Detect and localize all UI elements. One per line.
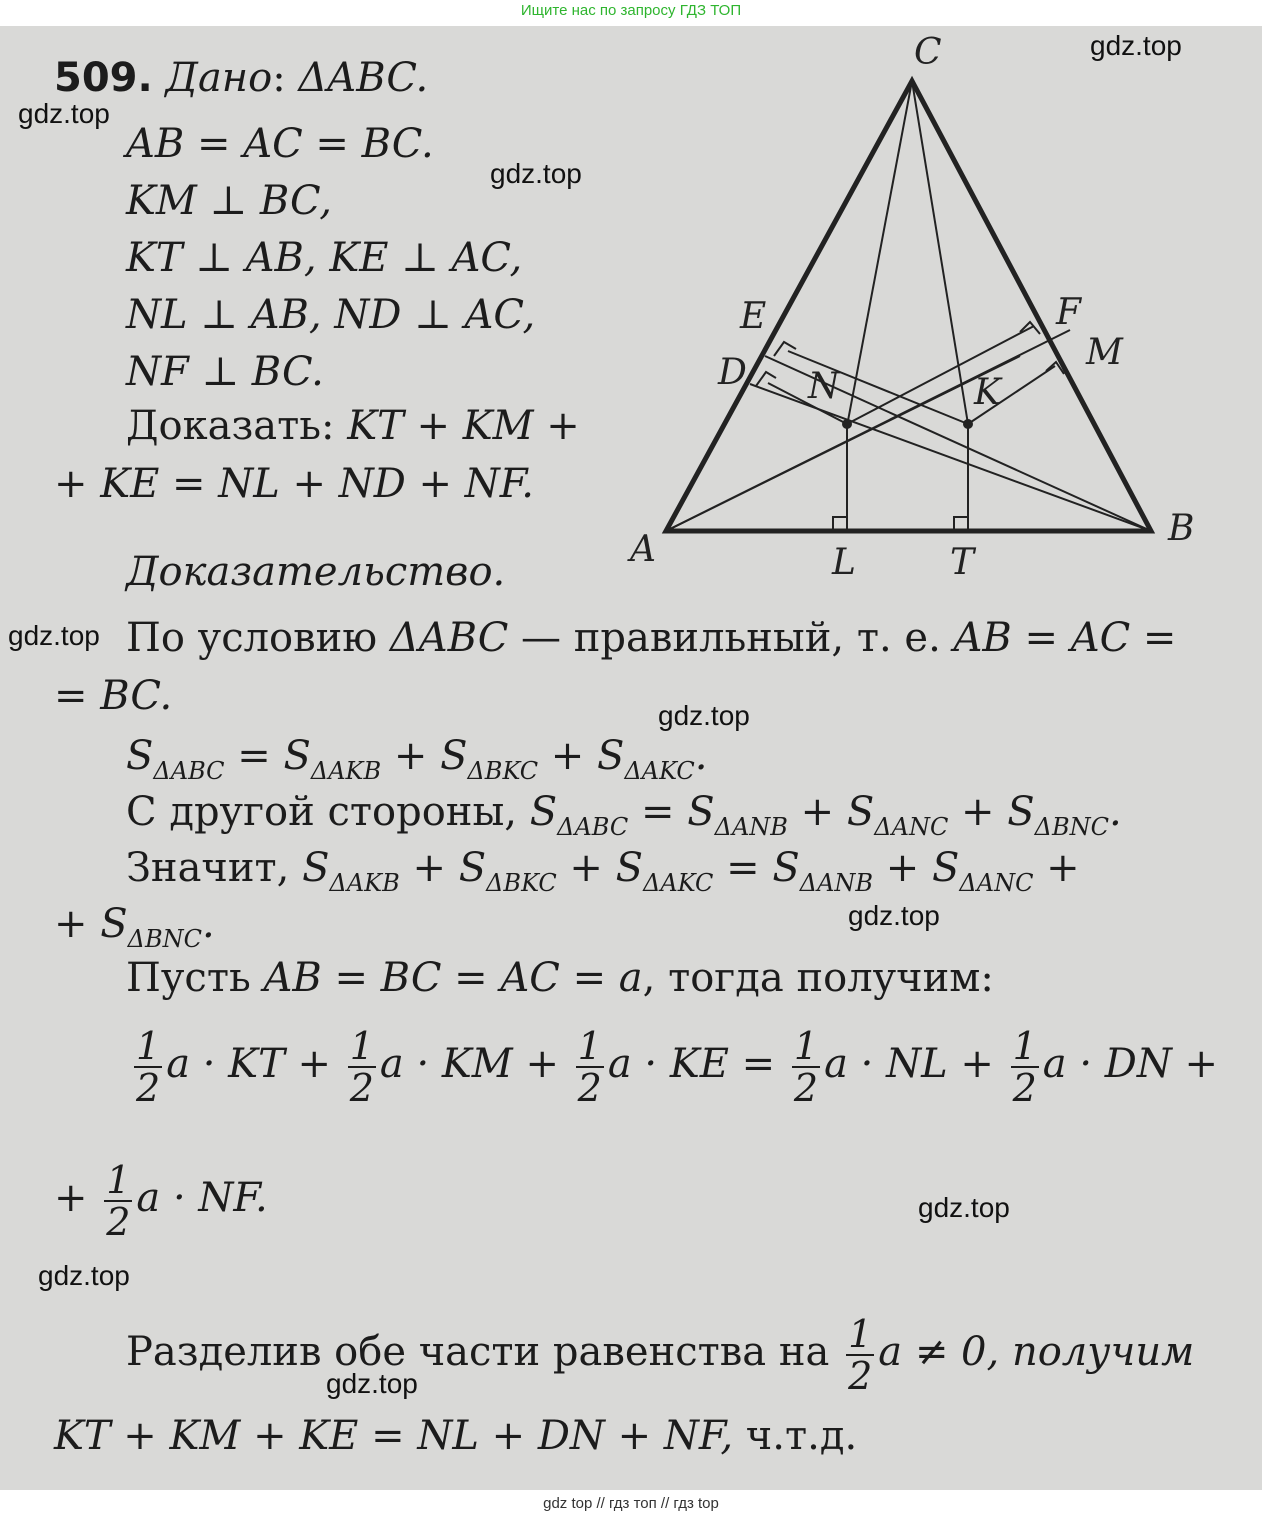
label-f: F	[1056, 292, 1081, 333]
label-k: K	[974, 372, 1001, 413]
problem-number: 509.	[54, 55, 153, 101]
triangle-figure	[600, 26, 1240, 606]
given-label: Дано	[165, 55, 273, 101]
proof-line-1-text: По условию	[126, 615, 390, 661]
divide-line: Разделив обе части равенства на $\frac{1}{2}$ a ≠ 0, получим	[126, 1312, 1195, 1398]
prove-line-2: + KE = NL + ND + NF.	[54, 461, 535, 507]
area-equality-line-2: + $S_{\Delta BNC}$.	[54, 901, 215, 953]
conclusion-line: KT + KM + KE = NL + DN + NF, ч.т.д.	[54, 1413, 858, 1459]
label-a: A	[630, 529, 656, 570]
top-banner: Ищите нас по запросу ГДЗ ТОП	[520, 2, 742, 19]
proof-line-1-triangle: ΔABC	[389, 615, 509, 661]
area-sum-akb-bkc-akc: $S_{\Delta ABC} = S_{\Delta AKB} + S_{\Delta BKC} + S_{\Delta AKC}$.	[126, 733, 708, 785]
label-t: T	[950, 542, 975, 583]
given-triangle: ΔABC.	[298, 55, 429, 101]
watermark: gdz.top	[490, 158, 582, 189]
area-sum-anb-anc-bnc: С другой стороны, $S_{\Delta ABC} = S_{\Delta ANB} + S_{\Delta ANC} + S_{\Delta BNC}$.	[126, 789, 1122, 841]
proof-line-1-rest: — правильный, т. е.	[508, 615, 954, 661]
problem-heading: 509. Дано: ΔABC.	[54, 55, 429, 101]
label-c: C	[914, 32, 942, 73]
fraction-equation-line-2: + $\frac{1}{2}$ a · NF.	[54, 1158, 268, 1244]
label-d: D	[718, 352, 747, 393]
proof-line-1-equation: AB = AC =	[953, 615, 1177, 661]
condition-3: KT ⊥ AB, KE ⊥ AC,	[126, 235, 523, 281]
proof-line-2: = BC.	[54, 673, 173, 719]
watermark: gdz.top	[38, 1260, 130, 1291]
let-line: Пусть AB = BC = AC = a, тогда получим:	[126, 955, 994, 1001]
watermark: gdz.top	[658, 700, 750, 731]
watermark: gdz.top	[18, 98, 110, 129]
bottom-banner: gdz top // гдз топ // гдз top	[543, 1495, 719, 1512]
label-l: L	[832, 542, 856, 583]
condition-5: NF ⊥ BC.	[126, 349, 324, 395]
watermark: gdz.top	[918, 1192, 1010, 1223]
proof-line-1	[126, 616, 1176, 660]
watermark: gdz.top	[848, 900, 940, 931]
prove-label: Доказать:	[126, 403, 335, 449]
condition-2: KM ⊥ BC,	[126, 178, 332, 224]
fraction-equation-line-1: $\frac{1}{2}$ a · KT + $\frac{1}{2}$ a · KM + $\frac{1}{2}$ a · KE = $\frac{1}{2}$ a · NL + $\frac{1}{2}$ a · DN +	[136, 1024, 1219, 1110]
textbook-page	[0, 26, 1262, 1490]
condition-1: AB = AC = BC.	[126, 121, 434, 167]
prove-line-1	[126, 404, 580, 448]
condition-4: NL ⊥ AB, ND ⊥ AC,	[126, 292, 536, 338]
watermark: gdz.top	[8, 620, 100, 651]
area-equality-line-1: Значит, $S_{\Delta AKB} + S_{\Delta BKC} + S_{\Delta AKC} = S_{\Delta ANB} + S_{\Delta ANC}$ +	[126, 845, 1080, 897]
prove-expression-1: KT + KM +	[347, 403, 580, 449]
label-b: B	[1168, 508, 1195, 549]
label-m: M	[1086, 332, 1123, 373]
proof-heading: Доказательство.	[126, 549, 506, 595]
label-e: E	[740, 296, 767, 337]
label-n: N	[808, 366, 840, 407]
watermark: gdz.top	[1090, 30, 1182, 61]
watermark: gdz.top	[326, 1368, 418, 1399]
